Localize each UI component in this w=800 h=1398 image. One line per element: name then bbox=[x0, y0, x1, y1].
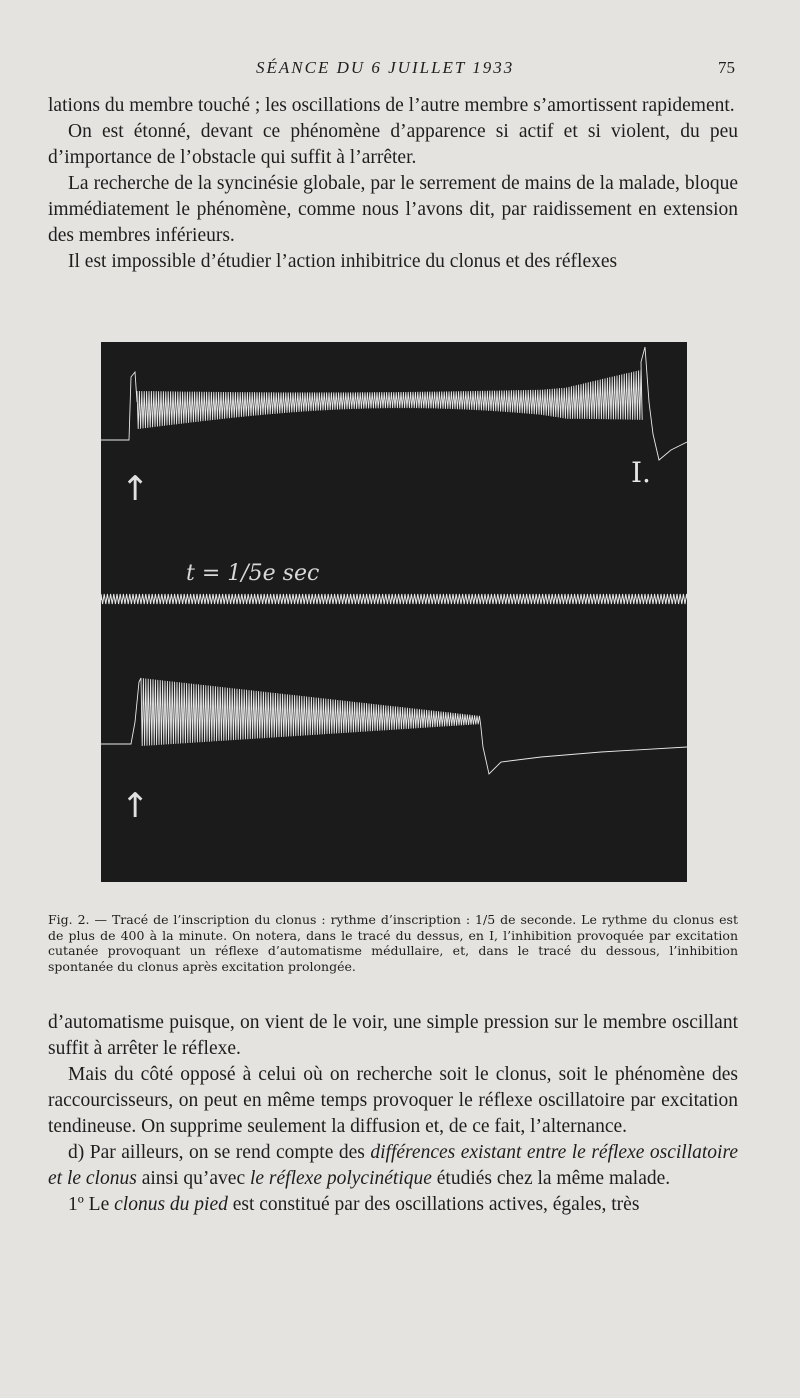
inhibition-label: I. bbox=[631, 456, 651, 489]
paragraph: Il est impossible d’étudier l’action inhibitrice du clonus et des réflexes bbox=[68, 251, 618, 272]
text-run: est constitué par des oscillations actives, égales, très bbox=[227, 1194, 640, 1215]
emphasis-text: clonus du pied bbox=[114, 1194, 228, 1215]
paragraph: Mais du côté opposé à celui où on recherche soit le clonus, soit le phénomène des raccourcisseurs, on peut en même temps provoquer le réflexe oscillatoire par excitation tendineuse. On supprime seulement la diffusion et, de ce fait, l’alternance. bbox=[48, 1064, 738, 1137]
paragraph: On est étonné, devant ce phénomène d’apparence si actif et si violent, du peu d’importance de l’obstacle qui suffit à l’arrêter. bbox=[48, 121, 738, 168]
paragraph bbox=[48, 1192, 738, 1218]
lower-arrow-icon: ↑ bbox=[121, 786, 150, 826]
paragraph: lations du membre touché ; les oscillations de l’autre membre s’amortissent rapidement. bbox=[48, 95, 735, 116]
emphasis-text: le réflexe polycinétique bbox=[249, 1168, 432, 1189]
text-run: ainsi qu’avec bbox=[136, 1168, 250, 1189]
text-run: 1º Le bbox=[68, 1194, 115, 1215]
emphasis-text: différences existant entre le réflexe oscillatoire et le clonus bbox=[48, 1142, 738, 1189]
body-text-bottom bbox=[48, 1010, 738, 1218]
text-run: d) Par ailleurs, on se rend compte des bbox=[68, 1142, 371, 1163]
caption-label: Fig. 2. bbox=[48, 912, 90, 927]
tracing-image bbox=[101, 342, 687, 882]
paragraph: La recherche de la syncinésie globale, par le serrement de mains de la malade, bloque immédiatement le phénomène, comme nous l’avons dit, par raidissement en extension des membres inférieurs. bbox=[48, 173, 738, 246]
page-number: 75 bbox=[718, 58, 735, 77]
body-text-top bbox=[48, 93, 738, 275]
lower-trace bbox=[101, 678, 687, 774]
time-marker-trace bbox=[101, 594, 687, 604]
caption-text: — Tracé de l’inscription du clonus : rythme d’inscription : 1/5 de seconde. Le rythme du clonus est de plus de 400 à la minute. On notera, dans le tracé du dessus, en I, l’inhibition provoquée par excitation cutanée provoquant un réflexe d’automatisme médullaire, et, dans le tracé du dessous, l’inhibition spontanée du clonus après excitation prolongée. bbox=[48, 912, 738, 974]
upper-trace bbox=[101, 347, 687, 460]
figure-caption bbox=[48, 912, 738, 974]
running-title: SÉANCE DU 6 JUILLET 1933 bbox=[256, 58, 515, 77]
time-scale-label: t = 1/5e sec bbox=[186, 561, 320, 586]
upper-arrow-icon: ↑ bbox=[121, 469, 150, 509]
paragraph: d’automatisme puisque, on vient de le voir, une simple pression sur le membre oscillant suffit à arrêter le réflexe. bbox=[48, 1012, 738, 1059]
paragraph bbox=[48, 1140, 738, 1192]
running-header bbox=[0, 58, 800, 84]
text-run: étudiés chez la même malade. bbox=[431, 1168, 671, 1189]
clonus-tracing-figure bbox=[101, 342, 687, 882]
